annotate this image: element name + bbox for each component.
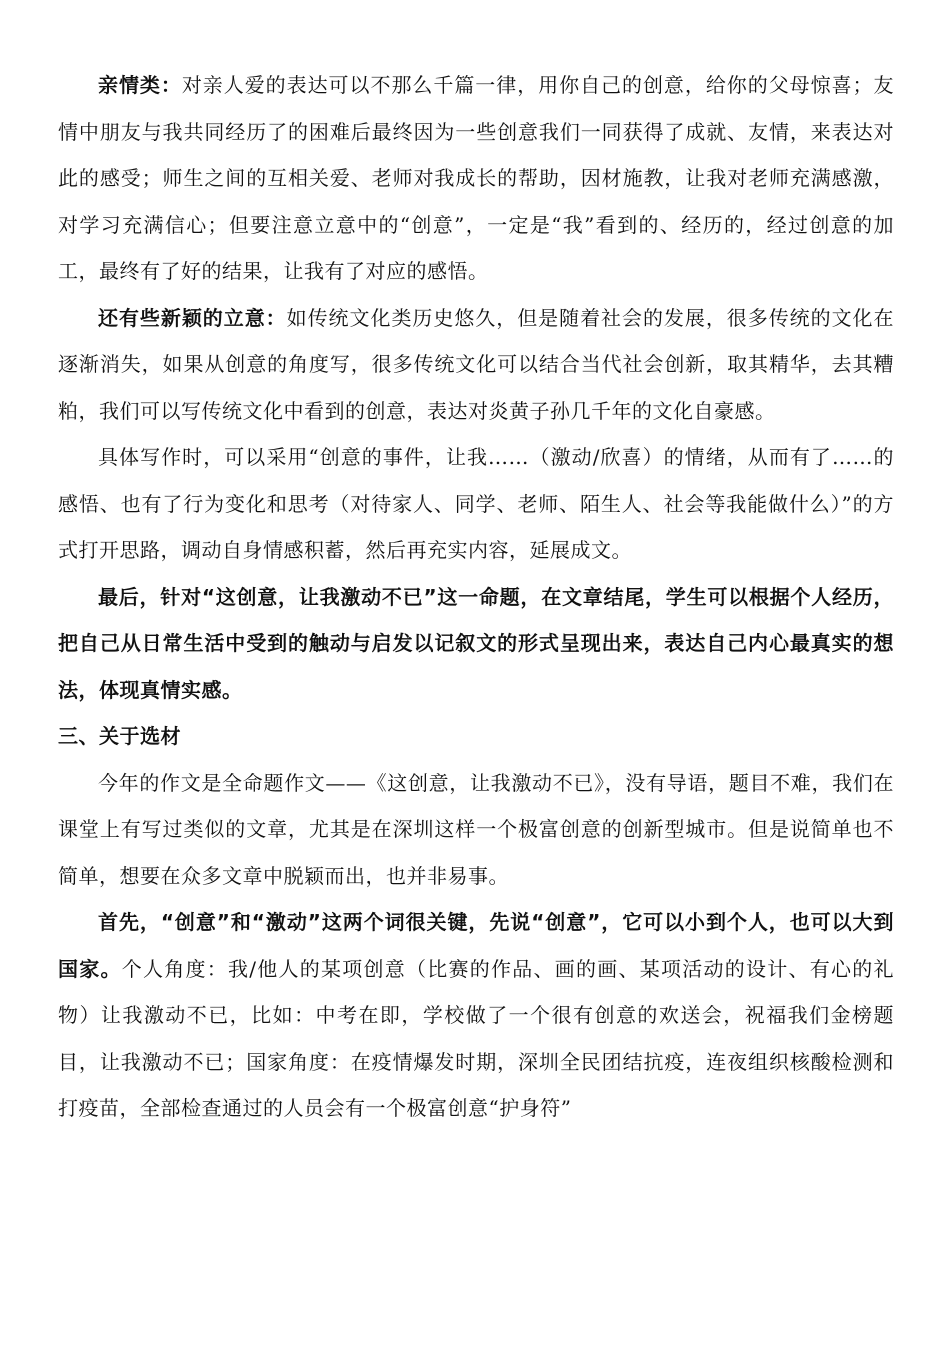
paragraph-exam-topic (58, 760, 894, 900)
paragraph-keywords (58, 899, 894, 1132)
paragraph-text: 今年的作文是全命题作文——《这创意，让我激动不已》，没有导语，题目不难，我们在课堂上有写过类似的文章，尤其是在深圳这样一个极富创意的创新型城市。但是说简单也不简单，想要在众多文章中脱颖而出，也并非易事。 (58, 770, 894, 888)
paragraph-writing-method (58, 434, 894, 574)
paragraph-lead: 首先，“创意”和“激动”这两个词很关键，先说“创意”，它可以小到个人，也可以大到国家。 (58, 910, 894, 981)
paragraph-text: 个人角度：我/他人的某项创意（比赛的作品、画的画、某项活动的设计、有心的礼物）让我激动不已，比如：中考在即，学校做了一个很有创意的欢送会，祝福我们金榜题目，让我激动不已；国家角度：在疫情爆发时期，深圳全民团结抗疫，连夜组织核酸检测和打疫苗，全部检查通过的人员会有一个极富创意“护身符” (58, 956, 894, 1120)
paragraph-text: 具体写作时，可以采用“创意的事件，让我……（激动/欣喜）的情绪，从而有了……的感悟、也有了行为变化和思考（对待家人、同学、老师、陌生人、社会等我能做什么）”的方式打开思路，调动自身情感积蓄，然后再充实内容，延展成文。 (58, 445, 894, 562)
paragraph-lead: 亲情类： (98, 73, 182, 97)
paragraph-lead: 还有些新颖的立意： (98, 305, 287, 330)
paragraph-text: 最后，针对“这创意，让我激动不已”这一命题，在文章结尾，学生可以根据个人经历，把自己从日常生活中受到的触动与启发以记叙文的形式呈现出来，表达自己内心最真实的想法，体现真情实感。 (58, 584, 894, 702)
paragraph-conclusion (58, 574, 894, 714)
paragraph-family-theme (58, 62, 894, 295)
paragraph-text: 如传统文化类历史悠久，但是随着社会的发展，很多传统的文化在逐渐消失，如果从创意的角度写，很多传统文化可以结合当代社会创新，取其精华，去其糟粕，我们可以写传统文化中看到的创意，表达对炎黄子孙几千年的文化自豪感。 (58, 305, 895, 423)
section-heading: 三、关于选材 (58, 724, 181, 748)
paragraph-novel-theme (58, 295, 894, 435)
paragraph-text: 对亲人爱的表达可以不那么千篇一律，用你自己的创意，给你的父母惊喜；友情中朋友与我共同经历了的困难后最终因为一些创意我们一同获得了成就、友情，来表达对此的感受；师生之间的互相关爱、老师对我成长的帮助，因材施教，让我对老师充满感激，对学习充满信心；但要注意立意中的“创意”，一定是“我”看到的、经历的，经过创意的加工，最终有了好的结果，让我有了对应的感悟。 (58, 73, 895, 283)
